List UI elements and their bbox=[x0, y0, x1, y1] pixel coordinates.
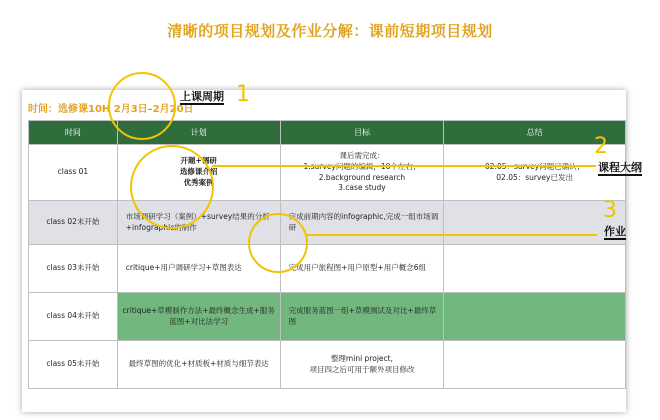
row-time: class 04未开始 bbox=[29, 293, 118, 341]
row-summary bbox=[444, 293, 626, 341]
header-summary: 总结 bbox=[444, 121, 626, 145]
row-plan: 开题+调研 选修课介绍 优秀案例 bbox=[117, 145, 280, 201]
row-goal: 完成用户旅程图+用户原型+用户概念6组 bbox=[280, 245, 444, 293]
row-goal: 课后需完成： 2.background research 3.case study bbox=[280, 145, 444, 201]
row-goal: 整理mini project, 项目四之后可用于额外项目修改 bbox=[280, 341, 444, 389]
annotation-line-homework bbox=[305, 234, 597, 236]
annotation-label-period: 上课周期 bbox=[180, 90, 224, 103]
schedule-table bbox=[28, 120, 626, 389]
annotation-label-outline: 课程大纲 bbox=[598, 161, 642, 174]
table-row bbox=[29, 145, 626, 201]
annotation-circle-homework bbox=[248, 213, 308, 273]
row-summary bbox=[444, 341, 626, 389]
row-goal: 完成前期内容的infographic,完成一组市场调研 bbox=[280, 201, 444, 245]
annotation-number-1: 1 bbox=[236, 82, 250, 107]
annotation-line-outline bbox=[212, 165, 596, 167]
header-time: 时间 bbox=[29, 121, 118, 145]
annotation-number-3: 3 bbox=[603, 198, 617, 223]
annotation-circle-outline bbox=[130, 145, 214, 229]
row-summary: 02.05：survey已发出 bbox=[444, 145, 626, 201]
row-time: class 05未开始 bbox=[29, 341, 118, 389]
table-row bbox=[29, 341, 626, 389]
table-row bbox=[29, 201, 626, 245]
header-plan: 计划 bbox=[117, 121, 280, 145]
schedule-card bbox=[22, 90, 626, 412]
row-plan: 市场调研学习（案例）+survey结果的分析+infographic的制作 bbox=[117, 201, 280, 245]
row-time: class 01 bbox=[29, 145, 118, 201]
row-goal: 完成服务蓝图一组+草模测试及对比+最终草图 bbox=[280, 293, 444, 341]
table-row bbox=[29, 245, 626, 293]
course-period: 时间：选修课10H 2月3日–2月20日 bbox=[28, 104, 194, 115]
header-goal: 目标 bbox=[280, 121, 444, 145]
row-plan: critique+用户调研学习+草图表达 bbox=[117, 245, 280, 293]
page-title: 清晰的项目规划及作业分解：课前短期项目规划 bbox=[167, 22, 493, 40]
row-time: class 03未开始 bbox=[29, 245, 118, 293]
annotation-number-2: 2 bbox=[594, 134, 608, 159]
row-time: class 02未开始 bbox=[29, 201, 118, 245]
table-row bbox=[29, 293, 626, 341]
annotation-circle-period bbox=[108, 72, 176, 140]
row-plan: critique+草模制作方法+最终概念生成+服务蓝图+对比法学习 bbox=[117, 293, 280, 341]
row-plan: 最终草图的优化+材质板+材质与细节表达 bbox=[117, 341, 280, 389]
annotation-label-homework: 作业 bbox=[604, 225, 626, 238]
row-summary bbox=[444, 245, 626, 293]
row-summary bbox=[444, 201, 626, 245]
